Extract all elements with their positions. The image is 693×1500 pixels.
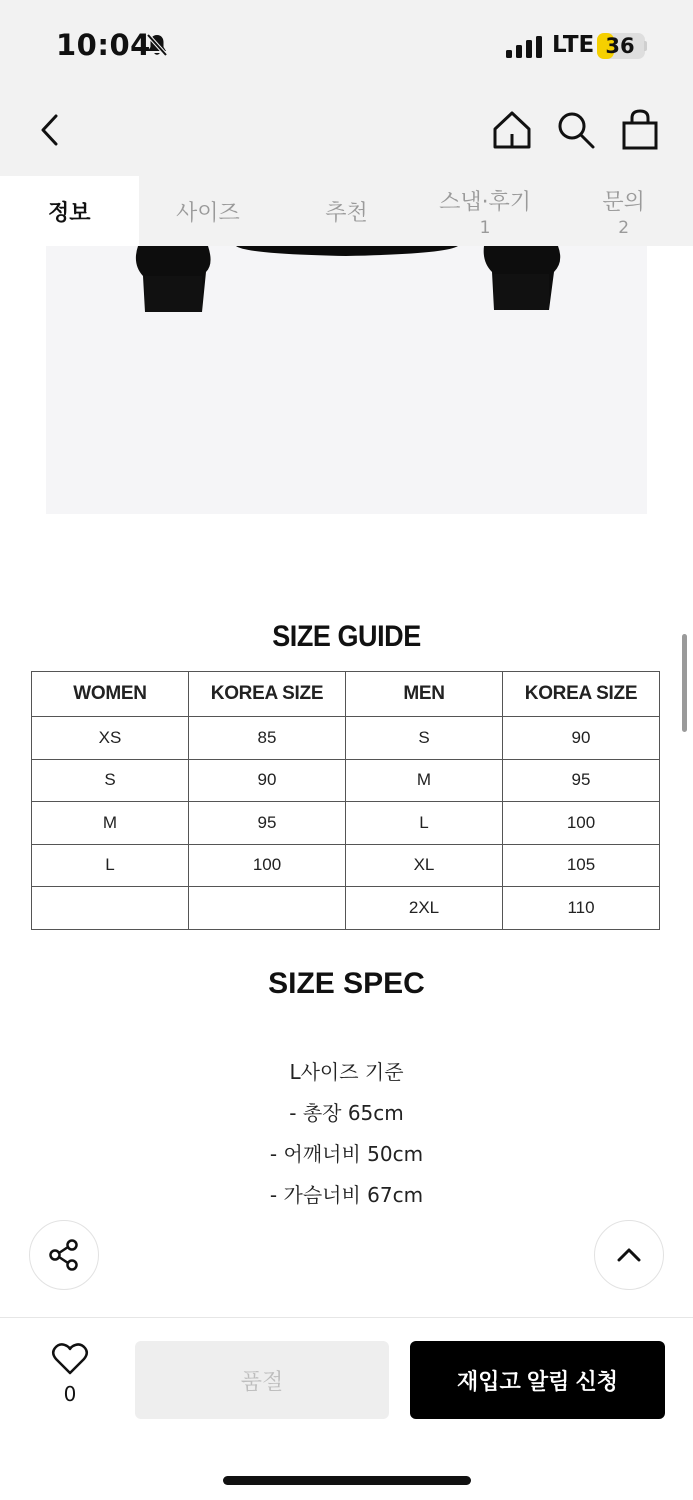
bell-slash-icon <box>144 32 170 58</box>
table-cell: 90 <box>189 759 346 802</box>
network-label: LTE <box>552 32 595 58</box>
table-row <box>32 844 660 887</box>
heart-icon <box>51 1342 89 1376</box>
table-cell: 105 <box>503 844 660 887</box>
chevron-up-icon <box>614 1240 644 1270</box>
battery-icon <box>597 33 645 59</box>
table-cell: 100 <box>189 844 346 887</box>
spec-line: - 총장 65cm <box>289 1101 404 1125</box>
spec-line: - 어깨너비 50cm <box>269 1142 424 1166</box>
tab-label: 문의 <box>602 189 645 215</box>
like-button[interactable] <box>40 1342 100 1412</box>
status-time: 10:04 <box>56 28 151 62</box>
status-bar <box>0 0 693 92</box>
share-icon <box>47 1238 81 1272</box>
tab-count: 2 <box>618 217 630 238</box>
soldout-button: 품절 <box>135 1341 389 1419</box>
table-cell: 110 <box>503 887 660 930</box>
table-cell: M <box>346 759 503 802</box>
table-cell: 100 <box>503 802 660 845</box>
table-cell: 2XL <box>346 887 503 930</box>
search-icon[interactable] <box>556 110 596 150</box>
table-cell: S <box>346 717 503 760</box>
signal-bars-icon <box>506 36 544 58</box>
table-cell: L <box>346 802 503 845</box>
size-guide-title: SIZE GUIDE <box>272 620 421 653</box>
table-cell <box>189 887 346 930</box>
home-icon[interactable] <box>492 110 532 150</box>
table-cell: 90 <box>503 717 660 760</box>
table-cell: S <box>32 759 189 802</box>
table-row <box>32 802 660 845</box>
table-cell: L <box>32 844 189 887</box>
table-row <box>32 887 660 930</box>
table-row <box>32 717 660 760</box>
battery-level: 36 <box>605 34 635 58</box>
column-header: KOREA SIZE <box>503 672 660 717</box>
table-header-row <box>32 672 660 717</box>
column-header: KOREA SIZE <box>189 672 346 717</box>
tab-label: 정보 <box>48 200 91 226</box>
chevron-left-icon[interactable] <box>36 112 64 148</box>
table-row <box>32 759 660 802</box>
tab-recommend[interactable] <box>277 176 416 246</box>
like-count: 0 <box>63 1382 77 1406</box>
tab-label: 사이즈 <box>176 200 240 226</box>
tab-snap-review[interactable] <box>416 176 555 246</box>
restock-alert-button[interactable]: 재입고 알림 신청 <box>410 1341 665 1419</box>
scroll-top-button[interactable] <box>594 1220 664 1290</box>
product-image <box>46 246 647 514</box>
size-spec-list <box>0 1052 693 1216</box>
column-header: MEN <box>346 672 503 717</box>
battery-tip <box>644 41 647 51</box>
home-indicator <box>223 1476 471 1485</box>
tab-label: 스냅·후기 <box>439 189 532 215</box>
top-navigation <box>0 92 693 176</box>
tab-count: 1 <box>479 217 491 238</box>
tab-info[interactable] <box>0 176 139 246</box>
share-button[interactable] <box>29 1220 99 1290</box>
table-cell: M <box>32 802 189 845</box>
tab-label: 추천 <box>325 200 368 226</box>
tab-size[interactable] <box>139 176 278 246</box>
size-guide-table <box>31 671 660 930</box>
scrollbar[interactable] <box>682 634 687 732</box>
table-cell: XS <box>32 717 189 760</box>
size-spec-title: SIZE SPEC <box>268 967 425 1000</box>
bottom-action-bar <box>0 1317 693 1500</box>
spec-line: L사이즈 기준 <box>289 1060 404 1084</box>
product-tabs <box>0 176 693 246</box>
jacket-image <box>46 246 647 514</box>
tab-inquiry[interactable] <box>554 176 693 246</box>
table-cell: 95 <box>189 802 346 845</box>
table-cell <box>32 887 189 930</box>
shopping-bag-icon[interactable] <box>620 108 660 150</box>
table-cell: 95 <box>503 759 660 802</box>
table-cell: XL <box>346 844 503 887</box>
spec-line: - 가슴너비 67cm <box>269 1183 424 1207</box>
table-cell: 85 <box>189 717 346 760</box>
column-header: WOMEN <box>32 672 189 717</box>
